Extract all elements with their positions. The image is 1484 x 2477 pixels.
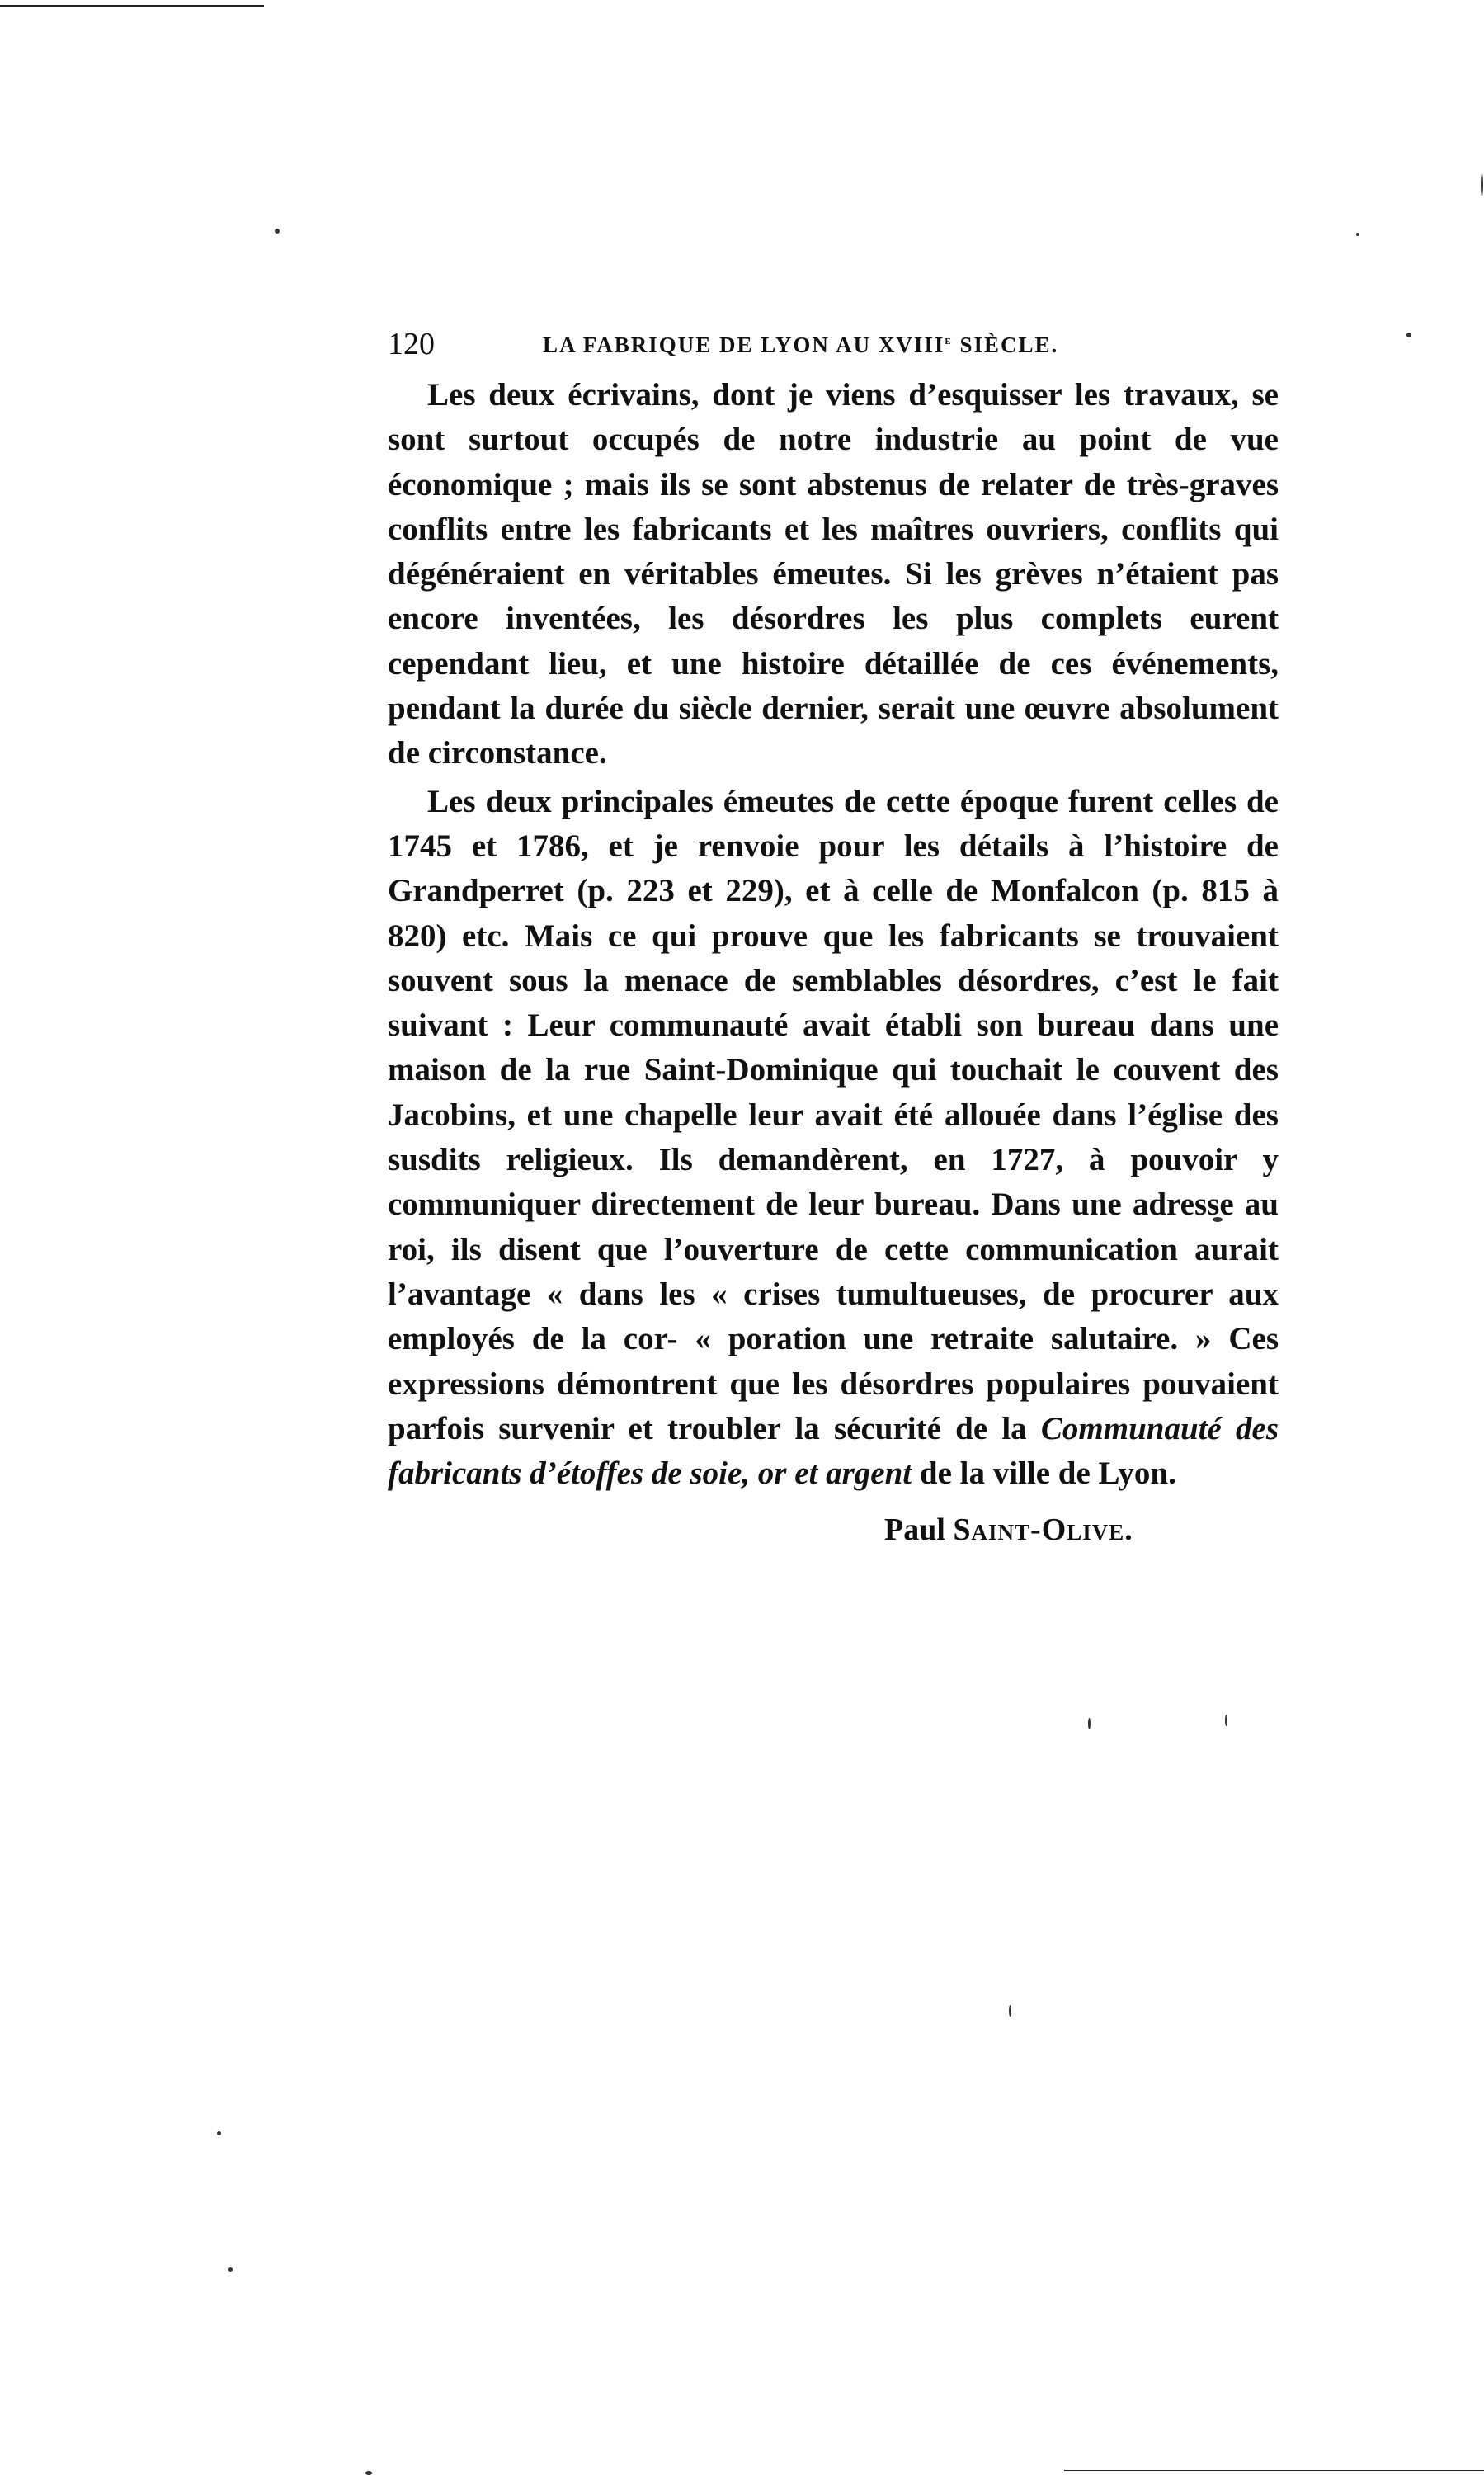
scan-speck <box>1481 173 1483 196</box>
paragraph-2-italic: Communauté des fabricants d’étoffes de soie, or et argent <box>388 1410 1279 1492</box>
bottom-rule <box>1064 2470 1484 2471</box>
running-title-superscript: e <box>945 333 953 347</box>
running-title-end: SIÈCLE. <box>952 333 1059 357</box>
scan-speck <box>1356 233 1359 236</box>
paragraph-2-end: de la ville de Lyon. <box>912 1456 1176 1492</box>
running-title-text: LA FABRIQUE DE LYON AU XVIII <box>543 333 945 357</box>
scan-speck <box>275 229 280 234</box>
scan-speck <box>1225 1715 1227 1726</box>
running-title <box>543 333 1058 358</box>
scan-speck <box>1009 2005 1011 2017</box>
signature-first-name: Paul <box>884 1512 954 1547</box>
paragraph-2 <box>388 780 1279 1497</box>
scan-speck <box>1088 1718 1091 1729</box>
author-signature <box>884 1512 1133 1548</box>
top-rule <box>0 5 264 7</box>
page-number: 120 <box>388 327 435 361</box>
signature-last-name: Saint-Olive. <box>953 1512 1133 1547</box>
scan-speck <box>365 2471 372 2475</box>
page-header <box>388 326 1295 362</box>
paragraph-1: Les deux écrivains, dont je viens d’esquisser les travaux, se sont surtout occupés de notre industrie au point de vue économique ; mais ils se sont abstenus de relater de très-graves conflits entre les fabricants et les maîtres ouvriers, conflits qui dégénéraient en véritables émeutes. Si les grèves n’étaient pas encore inventées, les désordres les plus complets eurent cependant lieu, et une histoire détaillée de ces événements, pendant la durée du siècle dernier, serait une œuvre absolument de circonstance. <box>388 377 1279 771</box>
scan-speck <box>217 2131 221 2135</box>
scan-speck <box>228 2267 233 2272</box>
scan-speck <box>1406 333 1411 337</box>
paragraph-2-text: Les deux principales émeutes de cette époque furent celles de 1745 et 1786, et je renvoie pour les détails à l’histoire de Grandperret (p. 223 et 229), et à celle de Monfalcon (p. 815 à 820) etc. Mais ce qui prouve que les fabricants se trouvaient souvent sous la menace de semblables désordres, c’est le fait suivant : Leur communauté avait établi son bureau dans une maison de la rue Saint-Dominique qui touchait le couvent des Jacobins, et une chapelle leur avait été allouée dans l’église des susdits religieux. Ils demandèrent, en 1727, à pouvoir y communiquer directement de leur bureau. Dans une adresse au roi, ils disent que l’ouverture de cette communication aurait l’avantage « dans les « crises tumultueuses, de procurer aux employés de la cor- « poration une retraite salutaire. » Ces expressions démontrent que les désordres populaires pouvaient parfois survenir et troubler la sécurité de la <box>388 783 1279 1446</box>
body-text <box>388 373 1279 1496</box>
